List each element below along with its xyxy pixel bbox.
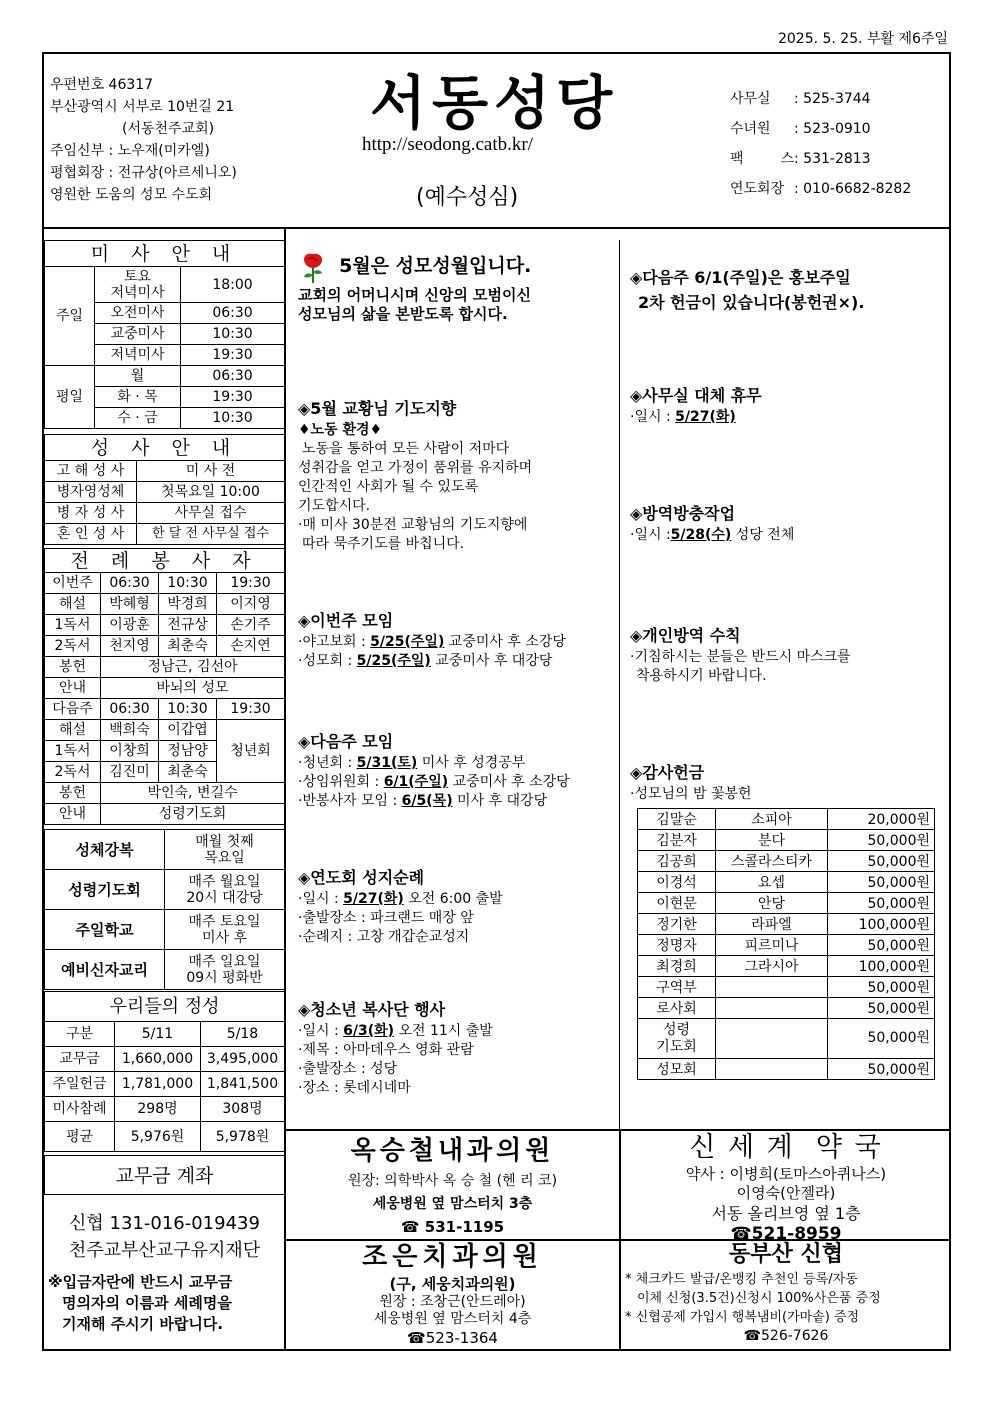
- this-week-label: 이번주: [45, 573, 101, 594]
- server-name: 천지영: [101, 636, 159, 657]
- time-slot: 19:30: [217, 699, 285, 720]
- account-note: ※입금자란에 반드시 교무금 명의자의 이름과 세례명을 기재해 주시기 바랍니다.: [48, 1273, 233, 1333]
- server-name: 손기주: [217, 615, 285, 636]
- mass-time: 10:30: [181, 408, 285, 429]
- server-name: 박혜형: [101, 594, 159, 615]
- donor-name: 이경석: [638, 872, 716, 893]
- mass-time: 19:30: [181, 345, 285, 366]
- pharmacy-location: 서동 올리브영 옆 1층: [711, 1204, 861, 1223]
- gift-row: [638, 1019, 935, 1059]
- pest-control-item: ·일시 :5/28(수) 성당 전체: [630, 527, 795, 543]
- personal-hygiene-title: ◈개인방역 수칙: [630, 626, 741, 645]
- sacrament-value: 첫목요일 10:00: [137, 482, 285, 503]
- sacrament-value: 한 달 전 사무실 접수: [137, 524, 285, 545]
- role: 해설: [45, 594, 101, 615]
- gift-row: [638, 893, 935, 914]
- server-name: 최춘숙: [159, 762, 217, 783]
- thanks-offering-title: ◈감사헌금: [630, 763, 705, 782]
- clinic-ad: [286, 1133, 619, 1239]
- baptismal-name: 소피아: [716, 809, 828, 830]
- bulletin-date: 2025. 5. 25. 부활 제6주일: [777, 31, 948, 47]
- thanks-offering-subtitle: ·성모님의 밤 꽃봉헌: [630, 786, 752, 802]
- donation-amount: 20,000원: [828, 809, 935, 830]
- dental-name: 조은치과의원: [362, 1242, 543, 1272]
- credit-union-phone: ☎526-7626: [743, 1328, 829, 1344]
- server-name: 청년회: [217, 720, 285, 783]
- contact-list: [730, 84, 911, 204]
- donation-amount: 50,000원: [828, 935, 935, 956]
- baptismal-name: 안당: [716, 893, 828, 914]
- pilgrimage-item: ·출발장소 : 파크랜드 매장 앞: [298, 910, 474, 926]
- this-week-meetings-title: ◈이번주 모임: [298, 611, 394, 630]
- gift-row: [638, 977, 935, 998]
- role: 해설: [45, 720, 101, 741]
- youth-item: ·출발장소 : 성당: [298, 1061, 398, 1077]
- server-name: 이갑엽: [159, 720, 217, 741]
- offering-key: 교무금: [45, 1047, 115, 1072]
- donor-name: 성령 기도회: [638, 1019, 716, 1059]
- pharmacy-name: 신 세 계 약 국: [689, 1132, 883, 1163]
- time-slot: 19:30: [217, 573, 285, 594]
- youth-altar-title: ◈청소년 복사단 행사: [298, 1000, 446, 1019]
- offering-col: 5/11: [115, 1022, 201, 1047]
- donation-amount: 100,000원: [828, 956, 935, 977]
- promotion-sunday-line1: ◈다음주 6/1(주일)은 홍보주일: [630, 268, 851, 287]
- sunday-label: 주일: [45, 267, 95, 366]
- server-name: 정남양: [159, 741, 217, 762]
- offering-key: 주일헌금: [45, 1072, 115, 1097]
- gift-row: [638, 851, 935, 872]
- offering-value: 1,841,500: [201, 1072, 285, 1097]
- time-slot: 10:30: [159, 699, 217, 720]
- gift-row: [638, 1059, 935, 1080]
- gathering-time: 매주 월요일 20시 대강당: [165, 870, 285, 910]
- donation-amount: 50,000원: [828, 872, 935, 893]
- servers-table: [44, 548, 285, 825]
- dental-director: 원장 : 조창근(안드레아): [379, 1294, 526, 1310]
- baptismal-name: [716, 998, 828, 1019]
- server-name: 바뇌의 성모: [101, 678, 285, 699]
- meeting-item: ·야고보회 : 5/25(주일) 교중미사 후 소강당: [298, 634, 566, 650]
- sacrament-name: 병자영성체: [45, 482, 137, 503]
- offering-value: 3,495,000: [201, 1047, 285, 1072]
- role: 2독서: [45, 636, 101, 657]
- gift-row: [638, 872, 935, 893]
- server-name: 손지연: [217, 636, 285, 657]
- role: 1독서: [45, 615, 101, 636]
- donor-name: 성모회: [638, 1059, 716, 1080]
- pilgrimage-title: ◈연도회 성지순례: [298, 868, 425, 887]
- contact-office: 사무실 : 525-3744: [730, 91, 871, 107]
- server-name: 이창희: [101, 741, 159, 762]
- offering-key: 미사참례: [45, 1097, 115, 1122]
- baptismal-name: 라파엘: [716, 914, 828, 935]
- account-number: 신협 131-016-019439: [69, 1213, 260, 1234]
- youth-item: ·일시 : 6/3(화) 오전 11시 출발: [298, 1023, 493, 1039]
- church-alias: (서동천주교회): [122, 121, 215, 137]
- gift-row: [638, 956, 935, 977]
- notices-column-2: [630, 265, 945, 804]
- donor-name: 최경희: [638, 956, 716, 977]
- baptismal-name: 그라시아: [716, 956, 828, 977]
- dental-phone: ☎523-1364: [407, 1329, 498, 1347]
- gathering-name: 성체강복: [45, 830, 165, 870]
- gift-row: [638, 809, 935, 830]
- gatherings-table: [44, 829, 285, 990]
- offering-key: 평균: [45, 1122, 115, 1152]
- credit-union-text: * 체크카드 발급/온뱅킹 추천인 등록/자동: [625, 1272, 858, 1287]
- pharmacy-pharmacist: 약사 : 이병희(토마스아퀴나스): [685, 1165, 887, 1183]
- server-name: 박경희: [159, 594, 217, 615]
- page-title: 서동성당: [370, 69, 619, 137]
- role: 봉헌: [45, 657, 101, 678]
- baptismal-name: 스콜라스티카: [716, 851, 828, 872]
- role: 1독서: [45, 741, 101, 762]
- mass-name: 월: [95, 366, 181, 387]
- offering-value: 1,660,000: [115, 1047, 201, 1072]
- youth-item: ·제목 : 아마데우스 영화 관람: [298, 1042, 474, 1058]
- sacrament-name: 병 자 성 사: [45, 503, 137, 524]
- pest-control-title: ◈방역방충작업: [630, 504, 736, 523]
- pope-intention-title: ◈5월 교황님 기도지향: [298, 399, 457, 418]
- donor-name: 김공희: [638, 851, 716, 872]
- server-name: 이광훈: [101, 615, 159, 636]
- council-head: 평협회장 : 전규상(아르세니오): [50, 165, 237, 181]
- postal-code: 우편번호 46317: [50, 77, 154, 93]
- pilgrimage-item: ·순례지 : 고창 개갑순교성지: [298, 929, 470, 945]
- donor-name: 김분자: [638, 830, 716, 851]
- server-name: 최춘숙: [159, 636, 217, 657]
- donation-amount: 50,000원: [828, 1059, 935, 1080]
- gathering-time: 매주 일요일 09시 평화반: [165, 950, 285, 990]
- mass-time: 06:30: [181, 303, 285, 324]
- server-name: 김진미: [101, 762, 159, 783]
- pope-intention-text: 기도합시다.: [298, 498, 371, 514]
- sacrament-name: 혼 인 성 사: [45, 524, 137, 545]
- meeting-item: ·성모회 : 5/25(주일) 교중미사 후 대강당: [298, 653, 553, 669]
- weekday-label: 평일: [45, 366, 95, 429]
- notices-column-1: [298, 250, 618, 1098]
- mass-heading: 미 사 안 내: [45, 241, 285, 267]
- youth-item: ·장소 : 롯데시네마: [298, 1080, 411, 1096]
- address: 부산광역시 서부로 10번길 21: [50, 99, 235, 115]
- server-name: 정남근, 김선아: [101, 657, 285, 678]
- gathering-time: 매주 토요일 미사 후: [165, 910, 285, 950]
- website-link[interactable]: http://seodong.catb.kr/: [362, 134, 533, 155]
- mass-name: 오전미사: [95, 303, 181, 324]
- account-heading: 교무금 계좌: [44, 1155, 285, 1195]
- role: 2독서: [45, 762, 101, 783]
- meeting-item: ·반봉사자 모임 : 6/5(목) 미사 후 대강당: [298, 793, 548, 809]
- offering-heading: 우리들의 정성: [45, 992, 285, 1022]
- donor-name: 로사회: [638, 998, 716, 1019]
- may-text: 성모님의 삶을 본받도록 합시다.: [298, 305, 508, 323]
- donor-name: 김말순: [638, 809, 716, 830]
- thanks-offering-table: [637, 808, 935, 1080]
- time-slot: 06:30: [101, 573, 159, 594]
- gathering-time: 매월 첫째 목요일: [165, 830, 285, 870]
- offering-value: 298명: [115, 1097, 201, 1122]
- credit-union-text: * 신협공제 가입시 행복냄비(가마솥) 증정: [625, 1310, 860, 1325]
- personal-hygiene-text: ·기침하시는 분들은 반드시 마스크를: [630, 649, 851, 665]
- meeting-item: ·청년회 : 5/31(토) 미사 후 성경공부: [298, 755, 526, 771]
- baptismal-name: [716, 1059, 828, 1080]
- mass-name: 저녁미사: [95, 345, 181, 366]
- mass-table: [44, 240, 285, 429]
- pharmacy-ad: [621, 1131, 951, 1244]
- mass-time: 10:30: [181, 324, 285, 345]
- gathering-name: 성령기도회: [45, 870, 165, 910]
- servers-heading: 전 례 봉 사 자: [45, 549, 285, 573]
- credit-union-name: 동부산 신협: [729, 1242, 843, 1267]
- contact-yeondo: 연도회장 : 010-6682-8282: [730, 181, 912, 197]
- clinic-director: 원장: 의학박사 옥 승 철 (헨 리 코): [347, 1173, 558, 1189]
- account-info: [44, 1210, 285, 1264]
- pope-intention-text: ·매 미사 30분전 교황님의 기도지향에: [298, 517, 528, 533]
- credit-union-ad: [621, 1240, 951, 1345]
- mass-name: 수 · 금: [95, 408, 181, 429]
- mass-time: 18:00: [181, 267, 285, 303]
- sacrament-name: 고 해 성 사: [45, 461, 137, 482]
- donation-amount: 50,000원: [828, 893, 935, 914]
- sacrament-value: 사무실 접수: [137, 503, 285, 524]
- baptismal-name: 분다: [716, 830, 828, 851]
- baptismal-name: [716, 977, 828, 998]
- convent: 영원한 도움의 성모 수도회: [50, 187, 213, 203]
- gift-row: [638, 914, 935, 935]
- next-week-meetings-title: ◈다음주 모임: [298, 732, 394, 751]
- clinic-location: 세웅병원 옆 맘스터치 3층: [372, 1196, 533, 1212]
- promotion-sunday-line2: 2차 헌금이 있습니다(봉헌권×).: [638, 293, 865, 312]
- donation-amount: 50,000원: [828, 977, 935, 998]
- church-info: [50, 74, 237, 206]
- contact-fax: 팩 스: 531-2813: [730, 151, 871, 167]
- donation-amount: 50,000원: [828, 830, 935, 851]
- donation-amount: 100,000원: [828, 914, 935, 935]
- clinic-phone: ☎ 531-1195: [400, 1218, 505, 1236]
- meeting-item: ·상임위원회 : 6/1(주일) 교중미사 후 소강당: [298, 774, 570, 790]
- server-name: 성령기도회: [101, 804, 285, 825]
- mass-time: 19:30: [181, 387, 285, 408]
- mass-name: 교중미사: [95, 324, 181, 345]
- role: 안내: [45, 804, 101, 825]
- baptismal-name: 피르미나: [716, 935, 828, 956]
- next-week-label: 다음주: [45, 699, 101, 720]
- offering-value: 308명: [201, 1097, 285, 1122]
- donor-name: 구역부: [638, 977, 716, 998]
- mass-name: 토요 저녁미사: [95, 267, 181, 303]
- offering-value: 5,976원: [115, 1122, 201, 1152]
- dental-ad: [286, 1240, 619, 1348]
- mass-time: 06:30: [181, 366, 285, 387]
- header-divider: [42, 227, 951, 229]
- pharmacy-phone: ☎521-8959: [730, 1224, 842, 1244]
- donation-amount: 50,000원: [828, 998, 935, 1019]
- pope-intention-text: 노동을 통하여 모든 사람이 저마다: [302, 441, 510, 457]
- server-name: 이지영: [217, 594, 285, 615]
- server-name: 박인숙, 변길수: [101, 783, 285, 804]
- personal-hygiene-text: 착용하시기 바랍니다.: [636, 668, 767, 684]
- offering-col: 5/18: [201, 1022, 285, 1047]
- contact-convent: 수녀원 : 523-0910: [730, 121, 871, 137]
- server-name: 전규상: [159, 615, 217, 636]
- motto: (예수성심): [416, 185, 519, 210]
- credit-union-text: 이체 신청(3.5건)신청시 100%사은품 증정: [637, 1291, 881, 1306]
- mass-name: 화 · 목: [95, 387, 181, 408]
- column-divider-middle: [619, 240, 620, 1130]
- baptismal-name: [716, 1019, 828, 1059]
- pilgrimage-item: ·일시 : 5/27(화) 오전 6:00 출발: [298, 891, 503, 907]
- pharmacy-pharmacist: 이영숙(안젤라): [736, 1184, 836, 1202]
- pope-intention-text: 따라 묵주기도를 바칩니다.: [302, 536, 465, 552]
- sacrament-heading: 성 사 안 내: [45, 435, 285, 461]
- donation-amount: 50,000원: [828, 1019, 935, 1059]
- baptismal-name: 요셉: [716, 872, 828, 893]
- gathering-name: 예비신자교리: [45, 950, 165, 990]
- dental-former-name: (구, 세웅치과의원): [389, 1275, 516, 1293]
- offering-table: [44, 991, 285, 1152]
- offering-col: 구분: [45, 1022, 115, 1047]
- pastor: 주임신부 : 노우재(미카엘): [50, 143, 210, 159]
- pope-intention-text: 인간적인 사회가 될 수 있도록: [298, 479, 479, 495]
- donation-amount: 50,000원: [828, 851, 935, 872]
- clinic-name: 옥승철내과의원: [350, 1136, 555, 1166]
- gift-row: [638, 935, 935, 956]
- offering-value: 1,781,000: [115, 1072, 201, 1097]
- office-holiday-title: ◈사무실 대체 휴무: [630, 386, 762, 405]
- offering-value: 5,978원: [201, 1122, 285, 1152]
- may-text: 교회의 어머니시며 신앙의 모범이신: [298, 286, 532, 304]
- account-holder: 천주교부산교구유지재단: [68, 1240, 261, 1261]
- may-title: 5월은 성모성월입니다.: [339, 254, 532, 277]
- gift-row: [638, 998, 935, 1019]
- server-name: 백희숙: [101, 720, 159, 741]
- rose-icon: [298, 250, 328, 284]
- time-slot: 06:30: [101, 699, 159, 720]
- pope-intention-text: 성취감을 얻고 가정이 품위를 유지하며: [298, 460, 533, 476]
- donor-name: 정명자: [638, 935, 716, 956]
- donor-name: 이현문: [638, 893, 716, 914]
- dental-location: 세웅병원 옆 맘스터치 4층: [373, 1311, 532, 1327]
- role: 안내: [45, 678, 101, 699]
- gift-row: [638, 830, 935, 851]
- sacrament-value: 미 사 전: [137, 461, 285, 482]
- office-holiday-item: ·일시 : 5/27(화): [630, 409, 736, 425]
- role: 봉헌: [45, 783, 101, 804]
- pope-intention-subtitle: ♦노동 환경♦: [298, 422, 383, 438]
- time-slot: 10:30: [159, 573, 217, 594]
- donor-name: 정기한: [638, 914, 716, 935]
- sacrament-table: [44, 434, 285, 545]
- gathering-name: 주일학교: [45, 910, 165, 950]
